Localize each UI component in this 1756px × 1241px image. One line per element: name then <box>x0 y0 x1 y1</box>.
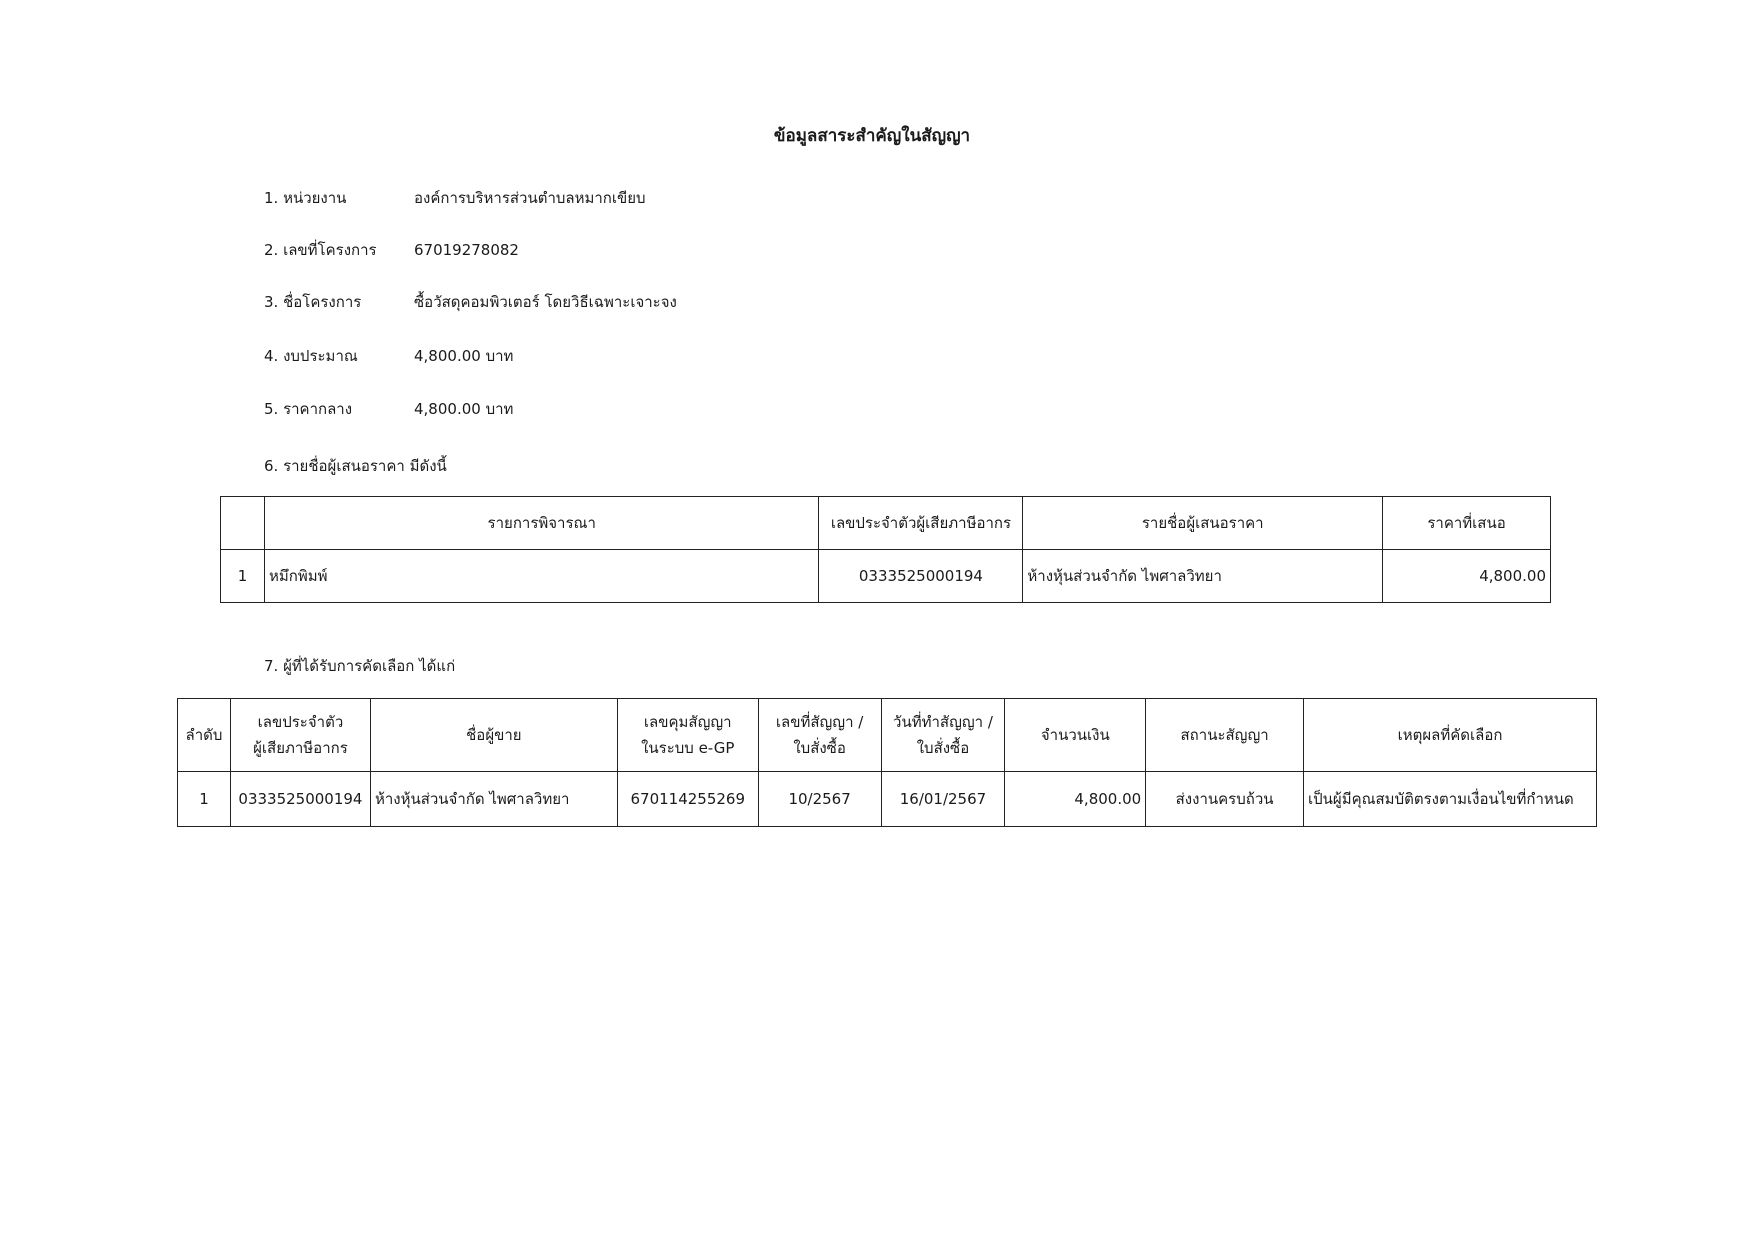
info-value: 4,800.00 บาท <box>414 347 514 365</box>
col-header-tax-id-line2: ผู้เสียภาษีอากร <box>253 739 348 757</box>
info-value: 67019278082 <box>414 241 519 259</box>
col-header-contract-no <box>758 699 881 772</box>
table-row <box>178 772 1597 827</box>
col-header-egp-line2: ในระบบ e-GP <box>641 739 735 757</box>
col-header-contract-date <box>881 699 1005 772</box>
col-header-contract-date-line1: วันที่ทำสัญญา / <box>893 713 993 731</box>
info-label: 4. งบประมาณ <box>264 347 358 365</box>
col-header-tax-id-line1: เลขประจำตัว <box>257 713 344 731</box>
col-header-status: สถานะสัญญา <box>1146 699 1304 772</box>
cell-tax-id: 0333525000194 <box>230 772 370 827</box>
col-header-no <box>221 497 265 550</box>
winners-heading: 7. ผู้ที่ได้รับการคัดเลือก ได้แก่ <box>264 657 456 675</box>
col-header-tax-id: เลขประจำตัวผู้เสียภาษีอากร <box>819 497 1023 550</box>
info-value: องค์การบริหารส่วนตำบลหมากเขียบ <box>414 189 646 207</box>
cell-amount: 4,800.00 <box>1005 772 1146 827</box>
info-value: 4,800.00 บาท <box>414 400 514 418</box>
col-header-contract-no-line1: เลขที่สัญญา / <box>775 713 864 731</box>
cell-no: 1 <box>178 772 231 827</box>
cell-status: ส่งงานครบถ้วน <box>1146 772 1304 827</box>
bidders-heading: 6. รายชื่อผู้เสนอราคา มีดังนี้ <box>264 457 447 475</box>
info-label: 2. เลขที่โครงการ <box>264 241 377 259</box>
col-header-bidder: รายชื่อผู้เสนอราคา <box>1023 497 1383 550</box>
col-header-contract-no-line2: ใบสั่งซื้อ <box>793 739 846 757</box>
cell-item: หมึกพิมพ์ <box>264 550 819 603</box>
col-header-contract-date-line2: ใบสั่งซื้อ <box>916 739 970 757</box>
col-header-tax-id <box>230 699 370 772</box>
document-title: ข้อมูลสาระสำคัญในสัญญา <box>773 126 971 146</box>
col-header-price: ราคาที่เสนอ <box>1383 497 1551 550</box>
cell-tax-id: 0333525000194 <box>819 550 1023 603</box>
info-value: ซื้อวัสดุคอมพิวเตอร์ โดยวิธีเฉพาะเจาะจง <box>414 293 677 311</box>
info-label: 5. ราคากลาง <box>264 400 353 418</box>
cell-vendor: ห้างหุ้นส่วนจำกัด ไพศาลวิทยา <box>370 772 617 827</box>
col-header-vendor: ชื่อผู้ขาย <box>370 699 617 772</box>
table-header-row <box>221 497 1551 550</box>
cell-bidder: ห้างหุ้นส่วนจำกัด ไพศาลวิทยา <box>1023 550 1383 603</box>
bidders-table <box>220 496 1551 603</box>
info-label: 3. ชื่อโครงการ <box>264 293 362 311</box>
col-header-amount: จำนวนเงิน <box>1005 699 1146 772</box>
cell-contract-date: 16/01/2567 <box>881 772 1005 827</box>
col-header-item: รายการพิจารณา <box>264 497 819 550</box>
winners-table <box>177 698 1597 827</box>
info-label: 1. หน่วยงาน <box>264 189 347 207</box>
table-header-row <box>178 699 1597 772</box>
col-header-reason: เหตุผลที่คัดเลือก <box>1304 699 1597 772</box>
cell-egp: 670114255269 <box>617 772 758 827</box>
cell-reason: เป็นผู้มีคุณสมบัติตรงตามเงื่อนไขที่กำหนด <box>1304 772 1597 827</box>
cell-no: 1 <box>221 550 265 603</box>
cell-contract-no: 10/2567 <box>758 772 881 827</box>
col-header-no: ลำดับ <box>178 699 231 772</box>
col-header-egp-line1: เลขคุมสัญญา <box>643 713 732 731</box>
col-header-egp <box>617 699 758 772</box>
table-row <box>221 550 1551 603</box>
cell-price: 4,800.00 <box>1383 550 1551 603</box>
